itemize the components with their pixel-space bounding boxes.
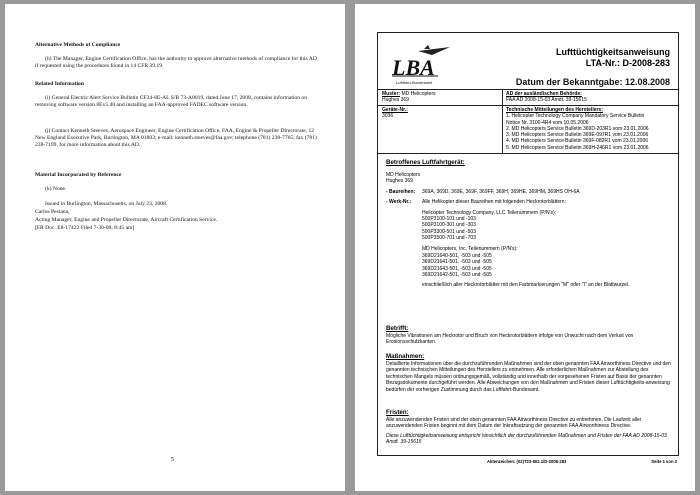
lba-logo-letters: LBA (392, 55, 435, 80)
lta-number: LTA-Nr.: D-2008-283 (585, 58, 670, 68)
betroffen-section: Betroffenes Luftfahrtgerät: MD Helicopters Hughes 369 - Baureihen: 369A, 369D, 369E, 369F, 369FF, 369H, 369HE, 369HM, 369HS OH-6A - Werk-Nr.: Alle Helikopter dieser Baureihen mit folgenden Heckrotorblättern: Helicopter Technology Company, LLC Teilenummern (P/N's): 500P3100-101 und -103 500P3100-301 und -303 500P3300-501 und -503 500P3500-701 und -703 MD Helicopters, Inc. Teilenummern (P/N's): 369D21640-501, -503 und -505 369D21641-501, -503 und -505 369D21643-501, -503 und -505 369D21642-501, -503 und -505 einschließlich aller Heckrotorblätter mit den Farbmarkierungen "M" oder "I" an der Blattwurzel. (386, 159, 630, 289)
left-page (5, 4, 345, 491)
footer-page: Seite 1 von 2 (651, 459, 677, 464)
fristen-section: Fristen: Alle anzuwendenden Fristen sind der oben genannten FAA Airworthiness Directive zu entnehmen. Die Laufzeit aller anzuwendenden Fristen beginnt mit dem Datum der Inkraftsetzung der genannten FAA Airworthiness Directive. Diese Lufttüchtigkeitsanweisung entspricht hinsichtlich der durchzuführenden Maßnahmen und Fristen der FAA AD 2008-15-03 Amdt. 39-15615 (386, 409, 667, 446)
divider (502, 89, 503, 153)
paragraph-i: (i) General Electric Alert Service Bulletin CF34-8E-AL S/B 73-A0019, dated June 17, 2008, contains information on removing software version 8Ev5.40 and installing an FAA-approved FADEC software version. (35, 95, 308, 109)
right-page (355, 4, 695, 491)
divider (378, 89, 678, 90)
paragraph-j: (j) Contact Kenneth Steeves, Aerospace Engineer, Engine Certification Office, FAA, Engine & Propeller Directorate, 12 New England Executive Park, Burlington, MA 01803; e-mail: kenneth.steeves@faa.gov; telephone (781) 238-7765; fax (781) 238-7199, for more information about this AD. (35, 128, 317, 149)
heading-material-incorporated: Material Incorporated by Reference (35, 172, 122, 178)
fr-doc-line: [FR Doc. E8-17422 Filed 7-30-08; 8:45 am] (35, 225, 135, 231)
lba-logo-icon (388, 45, 458, 87)
publication-date: Datum der Bekanntgabe: 12.08.2008 (515, 77, 670, 87)
heading-related-information: Related Information (35, 81, 84, 87)
lba-logo-sub: Luftfahrt-Bundesamt (396, 80, 433, 85)
issued-line: Issued in Burlington, Massachusetts, on July 23, 2008. (45, 201, 168, 207)
footer-reference: Aktenzeichen: (02)T23-502.1/D-2008-283 (487, 459, 567, 464)
muster-box: Muster: MD Helicopters Hughes 369 (382, 91, 436, 104)
paragraph-h: (h) The Manager, Engine Certification Office, has the authority to approve alternative methods of compliance for this AD if requested using the procedures found in 14 CFR 39.19. (35, 56, 317, 70)
betrifft-section: Betrifft: Mögliche Vibrationen am Heckrotor und Bruch von Heckrotorblättern infolge von Unwucht nach dem Verlust von Erosionsschutzkanten. (386, 325, 634, 346)
paragraph-k: (k) None. (45, 186, 67, 192)
divider (378, 105, 502, 106)
heading-alternative-methods: Alternative Methods of Compliance (35, 42, 121, 48)
lta-frame (377, 32, 679, 456)
geraete-box: Geräte-Nr.: 3036 (382, 107, 408, 120)
signer-name: Carlos Pestana, (35, 209, 70, 215)
lba-logo (388, 45, 458, 87)
ad-box: AD der ausländischen Behörde: FAA AD 2008-15-03 Amdt. 39-15615 (506, 91, 587, 104)
doc-title: Lufttüchtigkeitsanweisung (555, 47, 670, 57)
tm-box: Technische Mitteilungen des Herstellers: 1. Helicopter Technology Company Mandatory Service Bulletin Notice Nr. 3100-4R4 vom 10.05.2006 2. MD Helicopters Service Bulletin 369D-203R1 vom 23.01.2006 3. MD Helicopters Service Bulletin 369E-097R1 vom 23.01.2006 4. MD Helicopters Service Bulletin 369F-082R1 vom 23.01.2006 5. MD Helicopters Service Bulletin 369H-246R1 vom 23.01.2006 (506, 107, 649, 151)
massnahmen-section: Maßnahmen: Detaillierte Informationen über die durchzuführenden Maßnahmen sind der oben genannten FAA Airworthiness Directive und den genannten technischen Mitteilungen des Herstellers zu entnehmen. Alle erforderlichen Maßnahmen zur Abstellung des technischen Mangels müssen ordnungsgemäß, vollständig und innerhalb der vorgesehenen Fristen auf Basis der genannten Bezugsdokumente durchgeführt werden. Alle Abweichungen von den Maßnahmen und Fristen dieser Lufttüchtigkeits-anweisung bedürfen der vorherigen Zustimmung durch das Luftfahrt-Bundesamt. (386, 353, 671, 393)
divider (378, 153, 678, 154)
signer-title: Acting Manager, Engine and Propeller Directorate, Aircraft Certification Service. (35, 217, 218, 223)
page-number: 5 (171, 457, 174, 463)
divider (502, 105, 678, 106)
